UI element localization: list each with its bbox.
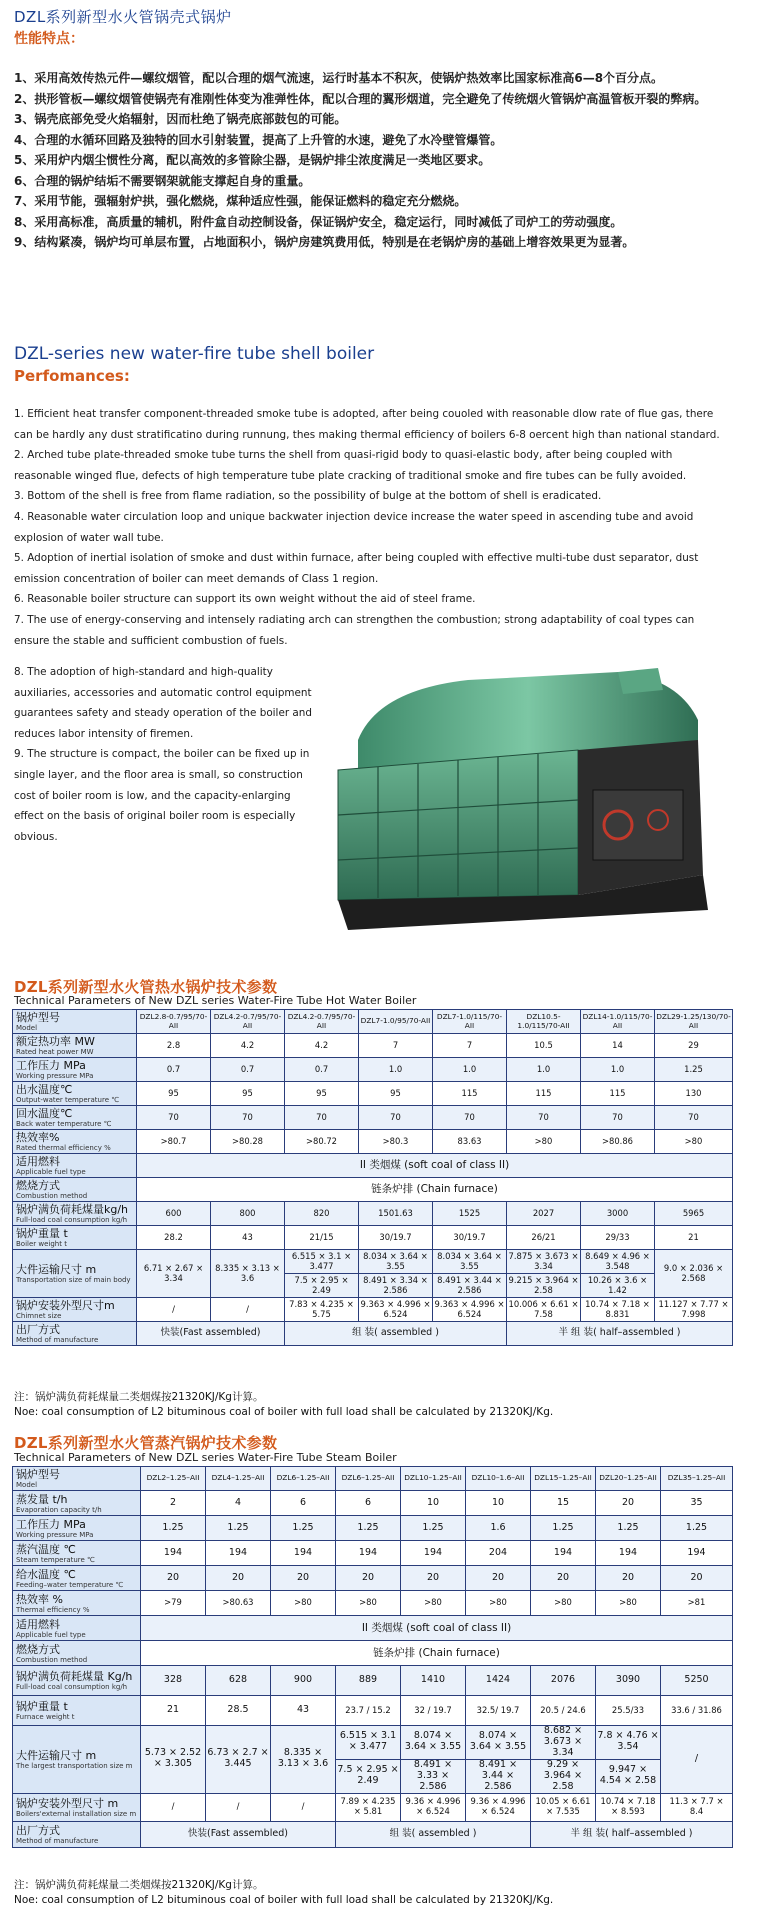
table-row: 蒸汽温度 ℃ Steam temperature ℃ 194 194 194 194 194 204 194 194 194 bbox=[13, 1541, 733, 1566]
hot-water-spec-table bbox=[12, 1009, 733, 1346]
table-row: 锅炉型号 Model DZL2.8-0.7/95/70-AII DZL4.2-0.7/95/70-AII DZL4.2-0.7/95/70-AII DZL7-1.0/95/70-AII DZL7-1.0/115/70-AII DZL10.5-1.0/115/70-AII DZL14-1.0/115/70-AII DZL29-1.25/130/70-AII bbox=[13, 1010, 733, 1034]
cn-feature-item: 4、合理的水循环回路及独特的回水引射装置，提高了上升管的水速，避免了水冷壁管爆管。 bbox=[14, 132, 503, 147]
hot-note: 注：锅炉满负荷耗煤量二类烟煤按21320KJ/Kg计算。 Noe: coal consumption of L2 bituminous coal of boiler with full load shall be calculated by 21320KJ/Kg. bbox=[14, 1391, 554, 1418]
en-feature-item: 3. Bottom of the shell is free from flame radiation, so the possibility of bulge at the bottom of shell is eradicated. bbox=[14, 490, 602, 503]
table-row: 蒸发量 t/h Evaporation capacity t/h 2 4 6 6 10 10 15 20 35 bbox=[13, 1491, 733, 1516]
en-feature-item: 6. Reasonable boiler structure can support its own weight without the aid of steel frame. bbox=[14, 593, 476, 606]
table-row: 锅炉满负荷耗煤量 Kg/h Full-load coal consumption kg/h 328 628 900 889 1410 1424 2076 3090 5250 bbox=[13, 1666, 733, 1696]
table-row: 工作压力 MPa Working pressure MPa 1.25 1.25 1.25 1.25 1.25 1.6 1.25 1.25 1.25 bbox=[13, 1516, 733, 1541]
table-row: 适用燃料 Applicable fuel type II 类烟煤 (soft coal of class II) bbox=[13, 1616, 733, 1641]
table-row: 燃烧方式 Combustion method 链条炉排 (Chain furnace) bbox=[13, 1178, 733, 1202]
cn-feature-item: 6、合理的锅炉结垢不需要钢架就能支撑起自身的重量。 bbox=[14, 173, 311, 188]
table-row: 出厂方式 Method of manufacture 快装(Fast assembled) 组 装( assembled ) 半 组 装( half–assembled ) bbox=[13, 1322, 733, 1346]
en-feature-item: 9. The structure is compact, the boiler can be fixed up in single layer, and the floor area is small, so construction cost of boiler room is low, and the capacity-enlarging effect on the basis of original boiler room is especially obvious. bbox=[14, 748, 310, 843]
table-row: 大件运输尺寸 m Transportation size of main body 6.71 × 2.67 × 3.34 8.335 × 3.13 × 3.6 6.515 × 3.1 × 3.477 8.034 × 3.64 × 3.55 8.034 × 3.64 × 3.55 7.875 × 3.673 × 3.34 8.649 × 4.96 × 3.548 9.0 × 2.036 × 2.568 bbox=[13, 1250, 733, 1274]
cn-feature-item: 2、拱形管板—螺纹烟管使锅壳有准刚性体变为准弹性体，配以合理的翼形烟道，完全避免了传统烟火管锅炉高温管板开裂的弊病。 bbox=[14, 91, 707, 106]
en-feature-item: 2. Arched tube plate-threaded smoke tube turns the shell from quasi-rigid body to quasi-elastic body, after being coupled with reasonable winged flue, defects of high temperature tube plate cracking of traditional smoke and fire tubes can be fully avoided. bbox=[14, 449, 687, 482]
en-feature-item: 1. Efficient heat transfer component-threaded smoke tube is adopted, after being couoled with reasonable dlow rate of flue gas, there can be hardly any dust stratificatino during runnung, thes making thermal efficiency of boilers 6-8 oercent high than national standard. bbox=[14, 408, 720, 441]
cn-feature-item: 8、采用高标准，高质量的辅机，附件盒自动控制设备，保证锅炉安全，稳定运行，同时减低了司炉工的劳动强度。 bbox=[14, 214, 623, 229]
cn-feature-item: 7、采用节能，强辐射炉拱，强化燃烧，煤种适应性强，能保证燃料的稳定充分燃烧。 bbox=[14, 194, 467, 208]
table-row: 适用燃料 Applicable fuel type II 类烟煤 (soft coal of class II) bbox=[13, 1154, 733, 1178]
en-subtitle: Perfomances: bbox=[14, 367, 130, 385]
hot-table-title: DZL系列新型水火管热水锅炉技术参数 bbox=[14, 978, 278, 996]
steam-table-title: DZL系列新型水火管蒸汽锅炉技术参数 bbox=[14, 1434, 278, 1452]
table-row: 工作压力 MPa Working pressure MPa 0.7 0.7 0.7 1.0 1.0 1.0 1.0 1.25 bbox=[13, 1058, 733, 1082]
table-row: 热效率% Rated thermal efficiency % >80.7 >80.28 >80.72 >80.3 83.63 >80 >80.86 >80 bbox=[13, 1130, 733, 1154]
table-row: 锅炉型号 Model DZL2–1.25–AII DZL4–1.25–AII DZL6–1.25–AII DZL6–1.25–AII DZL10–1.25–AII DZL10–1.6–AII DZL15–1.25–AII DZL20–1.25–AII DZL35–1.25–AII bbox=[13, 1467, 733, 1491]
cn-feature-item: 1、采用高效传热元件—螺纹烟管，配以合理的烟气流速，运行时基本不积灰，使锅炉热效率比国家标准高6—8个百分点。 bbox=[14, 71, 664, 85]
table-row: 出水温度℃ Output-water temperature ℃ 95 95 95 95 115 115 115 130 bbox=[13, 1082, 733, 1106]
steam-note: 注：锅炉满负荷耗煤量二类烟煤按21320KJ/Kg计算。 Noe: coal consumption of L2 bituminous coal of boiler with full load shall be calculated by 21320KJ/Kg. bbox=[14, 1879, 554, 1906]
table-row: 大件运输尺寸 m The largest transportation size m 5.73 × 2.52 × 3.305 6.73 × 2.7 × 3.445 8.335 × 3.13 × 3.6 6.515 × 3.1 × 3.477 8.074 × 3.64 × 3.55 8.074 × 3.64 × 3.55 8.682 × 3.673 × 3.34 7.8 × 4.76 × 3.54 / bbox=[13, 1726, 733, 1760]
table-row: 7.5 × 2.95 × 2.49 8.491 × 3.33 × 2.586 8.491 × 3.44 × 2.586 9.29 × 3.964 × 2.58 9.947 × 4.54 × 2.58 bbox=[13, 1759, 733, 1793]
table-row: 出厂方式 Method of manufacture 快装(Fast assembled) 组 装( assembled ) 半 组 装( half–assembled ) bbox=[13, 1821, 733, 1847]
hot-table-title-en: Technical Parameters of New DZL series Water-Fire Tube Hot Water Boiler bbox=[14, 994, 417, 1007]
table-row: 回水温度℃ Back water temperature ℃ 70 70 70 70 70 70 70 70 bbox=[13, 1106, 733, 1130]
cn-feature-item: 3、锅壳底部免受火焰辐射，因而杜绝了锅壳底部鼓包的可能。 bbox=[14, 112, 347, 126]
en-feature-item: 5. Adoption of inertial isolation of smoke and dust within furnace, after being coupled with effective multi-tube dust separator, dust emission concentration of boiler can meet demands of Class 1 region. bbox=[14, 552, 699, 585]
en-feature-list bbox=[14, 404, 732, 651]
en-feature-item: 7. The use of energy-conserving and intensely radiating arch can strengthen the combustion; strong adaptability of coal types can ensure the stable and sufficient combustion of fuels. bbox=[14, 613, 695, 647]
en-feature-item: 4. Reasonable water circulation loop and unique backwater injection device increase the water speed in ascending tube and avoid explosion of water wall tube. bbox=[14, 510, 694, 544]
table-row: 给水温度 ℃ Feeding–water temperature ℃ 20 20 20 20 20 20 20 20 20 bbox=[13, 1566, 733, 1591]
steam-table-title-en: Technical Parameters of New DZL series Water-Fire Tube Steam Boiler bbox=[14, 1451, 397, 1464]
en-title: DZL-series new water-fire tube shell boiler bbox=[14, 344, 375, 364]
table-row: 热效率 % Thermal efficiency % >79 >80.63 >80 >80 >80 >80 >80 >80 >81 bbox=[13, 1591, 733, 1616]
table-row: 锅炉安装外型尺寸 m Boilers'external installation size m / / / 7.89 × 4.235 × 5.81 9.36 × 4.996 × 6.524 9.36 × 4.996 × 6.524 10.05 × 6.61 × 7.535 10.74 × 7.18 × 8.593 11.3 × 7.7 × 8.4 bbox=[13, 1793, 733, 1821]
en-feature-list-2 bbox=[14, 662, 314, 847]
table-row: 额定热功率 MW Rated heat power MW 2.8 4.2 4.2 7 7 10.5 14 29 bbox=[13, 1034, 733, 1058]
table-row: 锅炉重量 t Boiler weight t 28.2 43 21/15 30/19.7 30/19.7 26/21 29/33 21 bbox=[13, 1226, 733, 1250]
steam-spec-table bbox=[12, 1466, 733, 1848]
cn-feature-item: 5、采用炉内烟尘惯性分离，配以高效的多管除尘器，是锅炉排尘浓度满足一类地区要求。 bbox=[14, 153, 491, 167]
cn-feature-item: 9、结构紧凑，锅炉均可单层布置，占地面积小，锅炉房建筑费用低，特别是在老锅炉房的基础上增容效果更为显著。 bbox=[14, 235, 635, 249]
table-row: 锅炉重量 t Furnace weight t 21 28.5 43 23.7 / 15.2 32 / 19.7 32.5/ 19.7 20.5 / 24.6 25.5/33 33.6 / 31.86 bbox=[13, 1696, 733, 1726]
table-row: 锅炉满负荷耗煤量kg/h Full-load coal consumption kg/h 600 800 820 1501.63 1525 2027 3000 5965 bbox=[13, 1202, 733, 1226]
table-row: 锅炉安装外型尺寸m Chimnet size / / 7.83 × 4.235 × 5.75 9.363 × 4.996 × 6.524 9.363 × 4.996 × 6.524 10.006 × 6.61 × 7.58 10.74 × 7.18 × 8.831 11.127 × 7.77 × 7.998 bbox=[13, 1298, 733, 1322]
cn-subtitle: 性能特点： bbox=[14, 31, 84, 47]
cn-title: DZL系列新型水火管锅壳式锅炉 bbox=[14, 8, 232, 26]
table-row: 7.5 × 2.95 × 2.49 8.491 × 3.34 × 2.586 8.491 × 3.44 × 2.586 9.215 × 3.964 × 2.58 10.26 × 3.6 × 1.42 bbox=[13, 1274, 733, 1298]
cn-feature-list bbox=[14, 68, 744, 253]
en-feature-item: 8. The adoption of high-standard and high-quality auxiliaries, accessories and automatic control equipment guarantees safety and steady operation of the boiler and reduces labor intensity of firemen. bbox=[14, 666, 312, 740]
table-row: 燃烧方式 Combustion method 链条炉排 (Chain furnace) bbox=[13, 1641, 733, 1666]
boiler-photo bbox=[318, 660, 718, 940]
